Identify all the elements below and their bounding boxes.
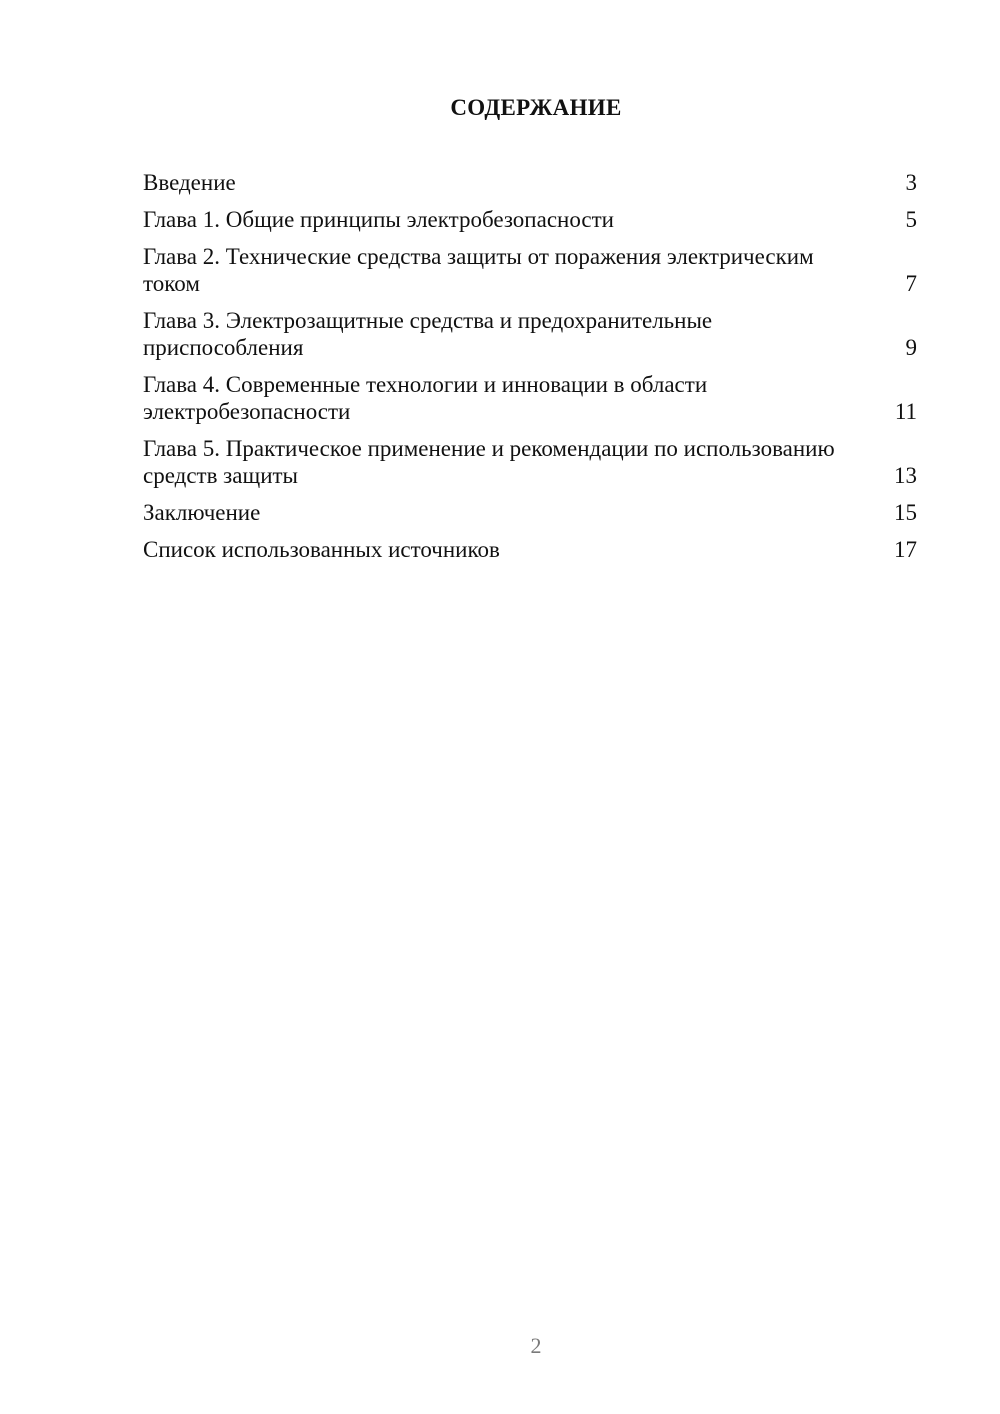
toc-entry-page: 17 [894, 537, 917, 562]
toc-entry-conclusion [143, 499, 919, 526]
toc-entry-label: Глава 3. Электрозащитные средства и предохранительные приспособления [143, 308, 713, 360]
toc-entry-page: 13 [894, 463, 917, 488]
toc-entry-label: Глава 2. Технические средства защиты от поражения электрическим током [143, 244, 814, 296]
toc-entry-page: 5 [905, 207, 917, 232]
toc-entry-label: Глава 5. Практическое применение и рекомендации по использованию средств защиты [143, 436, 835, 488]
toc-entry-chapter-2 [143, 243, 919, 297]
toc-entry-label: Введение [143, 170, 236, 195]
toc-entry-page: 9 [905, 335, 917, 360]
table-of-contents [143, 169, 919, 573]
toc-entry-label: Заключение [143, 500, 261, 525]
toc-entry-chapter-4 [143, 371, 919, 425]
toc-entry-page: 11 [894, 399, 917, 424]
toc-entry-label: Глава 1. Общие принципы электробезопасности [143, 207, 614, 232]
toc-entry-introduction [143, 169, 919, 196]
toc-entry-references [143, 536, 919, 563]
toc-entry-chapter-1 [143, 206, 919, 233]
toc-entry-label: Список использованных источников [143, 537, 500, 562]
page-number: 2 [530, 1333, 542, 1358]
toc-entry-label: Глава 4. Современные технологии и инновации в области электробезопасности [143, 372, 708, 424]
toc-entry-page: 15 [894, 500, 917, 525]
toc-title: СОДЕРЖАНИЕ [450, 95, 622, 120]
toc-entry-page: 7 [905, 271, 917, 296]
toc-entry-page: 3 [905, 170, 917, 195]
toc-entry-chapter-3 [143, 307, 919, 361]
toc-entry-chapter-5 [143, 435, 919, 489]
